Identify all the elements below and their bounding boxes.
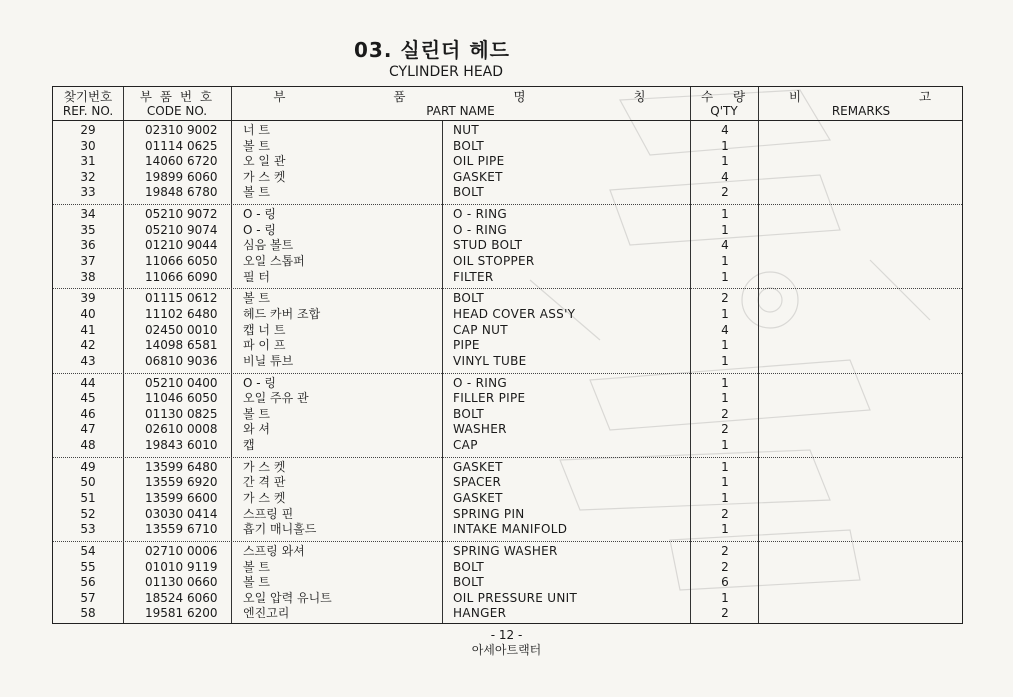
ref-cell: 46 — [80, 406, 96, 421]
korean-name-cell: 가 스 켓 — [243, 459, 286, 474]
code-cell: 06810 9036 — [145, 353, 218, 368]
code-cell: 13559 6710 — [145, 522, 218, 537]
table-row — [53, 491, 962, 507]
english-name-cell: SPACER — [453, 475, 502, 490]
header-part-name: 부 품 명 칭 PART NAME — [273, 89, 648, 118]
table-row — [53, 560, 962, 576]
code-cell: 05210 9072 — [145, 207, 218, 222]
qty-cell: 1 — [721, 269, 729, 284]
code-cell: 02710 0006 — [145, 544, 218, 558]
ref-cell: 43 — [80, 353, 96, 368]
ref-cell: 39 — [80, 291, 96, 306]
english-name-cell: BOLT — [453, 559, 485, 574]
code-cell: 13599 6480 — [145, 459, 218, 474]
english-name-cell: GASKET — [453, 169, 503, 184]
table-row — [53, 207, 962, 223]
english-name-cell: O - RING — [453, 207, 507, 222]
qty-cell: 1 — [721, 338, 729, 353]
table-row — [53, 591, 962, 607]
code-cell: 03030 0414 — [145, 506, 218, 521]
page-title-english: CYLINDER HEAD — [389, 64, 504, 80]
qty-cell: 1 — [721, 207, 729, 222]
korean-name-cell: 오일 압력 유니트 — [243, 590, 332, 605]
ref-cell: 53 — [80, 522, 96, 537]
korean-name-cell: 가 스 켓 — [243, 169, 286, 184]
code-cell: 11046 6050 — [145, 391, 218, 406]
qty-cell: 4 — [721, 322, 729, 337]
code-cell: 02450 0010 — [145, 322, 218, 337]
page-title-korean: 03. 실린더 헤드 — [354, 38, 510, 62]
table-row — [53, 123, 962, 139]
korean-name-cell: 오일 주유 관 — [243, 391, 309, 406]
code-cell: 01114 0625 — [145, 138, 218, 153]
english-name-cell: BOLT — [453, 291, 485, 306]
korean-name-cell: 캡 — [243, 438, 255, 452]
table-row — [53, 223, 962, 239]
code-cell: 02610 0008 — [145, 422, 218, 437]
table-row — [53, 522, 962, 538]
korean-name-cell: 오일 스톱퍼 — [243, 254, 305, 268]
ref-cell: 57 — [80, 590, 96, 605]
table-row — [53, 254, 962, 270]
ref-cell: 58 — [80, 606, 96, 621]
qty-cell: 4 — [721, 169, 729, 184]
table-row — [53, 154, 962, 170]
english-name-cell: CAP NUT — [453, 322, 508, 337]
ref-cell: 47 — [80, 422, 96, 437]
english-name-cell: OIL PRESSURE UNIT — [453, 590, 578, 605]
qty-cell: 2 — [721, 544, 729, 558]
korean-name-cell: 볼 트 — [243, 559, 270, 574]
qty-cell: 1 — [721, 222, 729, 237]
code-cell: 01130 0660 — [145, 575, 218, 590]
english-name-cell: OIL STOPPER — [453, 254, 535, 268]
code-cell: 19899 6060 — [145, 169, 218, 184]
ref-cell: 45 — [80, 391, 96, 406]
korean-name-cell: 비닐 튜브 — [243, 353, 294, 368]
ref-cell: 38 — [80, 269, 96, 284]
code-cell: 01130 0825 — [145, 406, 218, 421]
korean-name-cell: 심음 볼트 — [243, 238, 294, 253]
korean-name-cell: 볼 트 — [243, 291, 270, 306]
korean-name-cell: 캡 너 트 — [243, 322, 286, 337]
qty-cell: 6 — [721, 575, 729, 590]
group-separator — [53, 373, 962, 374]
code-cell: 19581 6200 — [145, 606, 218, 621]
english-name-cell: CAP — [453, 438, 478, 452]
korean-name-cell: 오 일 관 — [243, 154, 286, 169]
table-row — [53, 323, 962, 339]
korean-name-cell: 볼 트 — [243, 185, 270, 200]
english-name-cell: BOLT — [453, 185, 485, 200]
qty-cell: 1 — [721, 475, 729, 490]
english-name-cell: FILTER — [453, 269, 494, 284]
qty-cell: 1 — [721, 307, 729, 321]
table-row — [53, 170, 962, 186]
english-name-cell: INTAKE MANIFOLD — [453, 522, 568, 537]
table-row — [53, 460, 962, 476]
korean-name-cell: 간 격 판 — [243, 475, 286, 490]
korean-name-cell: 가 스 켓 — [243, 491, 286, 505]
code-cell: 14060 6720 — [145, 154, 218, 169]
ref-cell: 41 — [80, 322, 96, 337]
table-row — [53, 544, 962, 560]
korean-name-cell: O - 링 — [243, 222, 276, 237]
ref-cell: 33 — [80, 185, 96, 200]
korean-name-cell: 파 이 프 — [243, 338, 286, 353]
qty-cell: 1 — [721, 522, 729, 537]
korean-name-cell: 와 셔 — [243, 422, 270, 437]
qty-cell: 2 — [721, 406, 729, 421]
qty-cell: 1 — [721, 254, 729, 268]
group-separator — [53, 457, 962, 458]
ref-cell: 54 — [80, 544, 96, 558]
ref-cell: 37 — [80, 254, 96, 268]
korean-name-cell: O - 링 — [243, 375, 276, 390]
ref-cell: 29 — [80, 123, 96, 137]
english-name-cell: BOLT — [453, 406, 485, 421]
ref-cell: 52 — [80, 506, 96, 521]
english-name-cell: GASKET — [453, 459, 503, 474]
english-name-cell: HANGER — [453, 606, 507, 621]
brand-name: 아세아트랙터 — [471, 643, 542, 657]
english-name-cell: OIL PIPE — [453, 154, 505, 169]
ref-cell: 50 — [80, 475, 96, 490]
table-row — [53, 185, 962, 201]
ref-cell: 48 — [80, 438, 96, 452]
english-name-cell: WASHER — [453, 422, 507, 437]
english-name-cell: NUT — [453, 123, 479, 137]
qty-cell: 2 — [721, 291, 729, 306]
table-row — [53, 307, 962, 323]
qty-cell: 1 — [721, 491, 729, 505]
english-name-cell: HEAD COVER ASS'Y — [453, 307, 576, 321]
ref-cell: 36 — [80, 238, 96, 253]
ref-cell: 30 — [80, 138, 96, 153]
code-cell: 13559 6920 — [145, 475, 218, 490]
ref-cell: 32 — [80, 169, 96, 184]
header-code: 부 품 번 호 CODE NO. — [139, 89, 215, 118]
code-cell: 02310 9002 — [145, 123, 218, 137]
code-cell: 01210 9044 — [145, 238, 218, 253]
ref-cell: 44 — [80, 375, 96, 390]
table-row — [53, 606, 962, 622]
korean-name-cell: 필 터 — [243, 269, 270, 284]
korean-name-cell: 스프링 와셔 — [243, 544, 305, 558]
table-row — [53, 475, 962, 491]
english-name-cell: BOLT — [453, 138, 485, 153]
group-separator — [53, 204, 962, 205]
code-cell: 13599 6600 — [145, 491, 218, 505]
table-row — [53, 391, 962, 407]
qty-cell: 2 — [721, 506, 729, 521]
table-row — [53, 291, 962, 307]
ref-cell: 42 — [80, 338, 96, 353]
qty-cell: 1 — [721, 353, 729, 368]
english-name-cell: SPRING WASHER — [453, 544, 558, 558]
code-cell: 14098 6581 — [145, 338, 218, 353]
english-name-cell: O - RING — [453, 375, 507, 390]
qty-cell: 1 — [721, 138, 729, 153]
ref-cell: 35 — [80, 222, 96, 237]
ref-cell: 40 — [80, 307, 96, 321]
header-ref: 찾기번호 REF. NO. — [62, 89, 114, 118]
code-cell: 18524 6060 — [145, 590, 218, 605]
english-name-cell: FILLER PIPE — [453, 391, 526, 406]
korean-name-cell: 볼 트 — [243, 406, 270, 421]
qty-cell: 1 — [721, 590, 729, 605]
table-row — [53, 407, 962, 423]
group-separator — [53, 288, 962, 289]
english-name-cell: GASKET — [453, 491, 503, 505]
header-remarks: 비 고 REMARKS — [788, 89, 934, 118]
table-row — [53, 438, 962, 454]
code-cell: 11102 6480 — [145, 307, 218, 321]
english-name-cell: PIPE — [453, 338, 480, 353]
korean-name-cell: 헤드 카버 조합 — [243, 307, 321, 321]
qty-cell: 2 — [721, 422, 729, 437]
english-name-cell: STUD BOLT — [453, 238, 523, 253]
korean-name-cell: 흡기 매니홀드 — [243, 522, 317, 537]
english-name-cell: BOLT — [453, 575, 485, 590]
ref-cell: 55 — [80, 559, 96, 574]
code-cell: 01115 0612 — [145, 291, 218, 306]
korean-name-cell: 엔진고리 — [243, 606, 290, 621]
table-row — [53, 422, 962, 438]
korean-name-cell: 볼 트 — [243, 575, 270, 590]
code-cell: 19848 6780 — [145, 185, 218, 200]
table-row — [53, 139, 962, 155]
table-row — [53, 270, 962, 286]
korean-name-cell: 너 트 — [243, 123, 270, 137]
code-cell: 01010 9119 — [145, 559, 218, 574]
qty-cell: 1 — [721, 154, 729, 169]
table-row — [53, 354, 962, 370]
header-qty: 수 량 Q'TY — [700, 89, 748, 118]
qty-cell: 2 — [721, 185, 729, 200]
qty-cell: 2 — [721, 606, 729, 621]
ref-cell: 51 — [80, 491, 96, 505]
ref-cell: 49 — [80, 459, 96, 474]
qty-cell: 4 — [721, 238, 729, 253]
korean-name-cell: O - 링 — [243, 207, 276, 222]
table-row — [53, 376, 962, 392]
code-cell: 05210 0400 — [145, 375, 218, 390]
parts-table — [52, 86, 963, 624]
group-separator — [53, 541, 962, 542]
table-row — [53, 238, 962, 254]
ref-cell: 56 — [80, 575, 96, 590]
ref-cell: 31 — [80, 154, 96, 169]
table-row — [53, 338, 962, 354]
page-number: - 12 - — [490, 628, 523, 642]
table-row — [53, 575, 962, 591]
code-cell: 11066 6050 — [145, 254, 218, 268]
code-cell: 11066 6090 — [145, 269, 218, 284]
korean-name-cell: 볼 트 — [243, 138, 270, 153]
code-cell: 19843 6010 — [145, 438, 218, 452]
qty-cell: 1 — [721, 375, 729, 390]
english-name-cell: O - RING — [453, 222, 507, 237]
english-name-cell: VINYL TUBE — [453, 353, 527, 368]
qty-cell: 4 — [721, 123, 729, 137]
qty-cell: 2 — [721, 559, 729, 574]
table-row — [53, 507, 962, 523]
qty-cell: 1 — [721, 438, 729, 452]
code-cell: 05210 9074 — [145, 222, 218, 237]
qty-cell: 1 — [721, 391, 729, 406]
english-name-cell: SPRING PIN — [453, 506, 525, 521]
ref-cell: 34 — [80, 207, 96, 222]
korean-name-cell: 스프링 핀 — [243, 506, 294, 521]
qty-cell: 1 — [721, 459, 729, 474]
